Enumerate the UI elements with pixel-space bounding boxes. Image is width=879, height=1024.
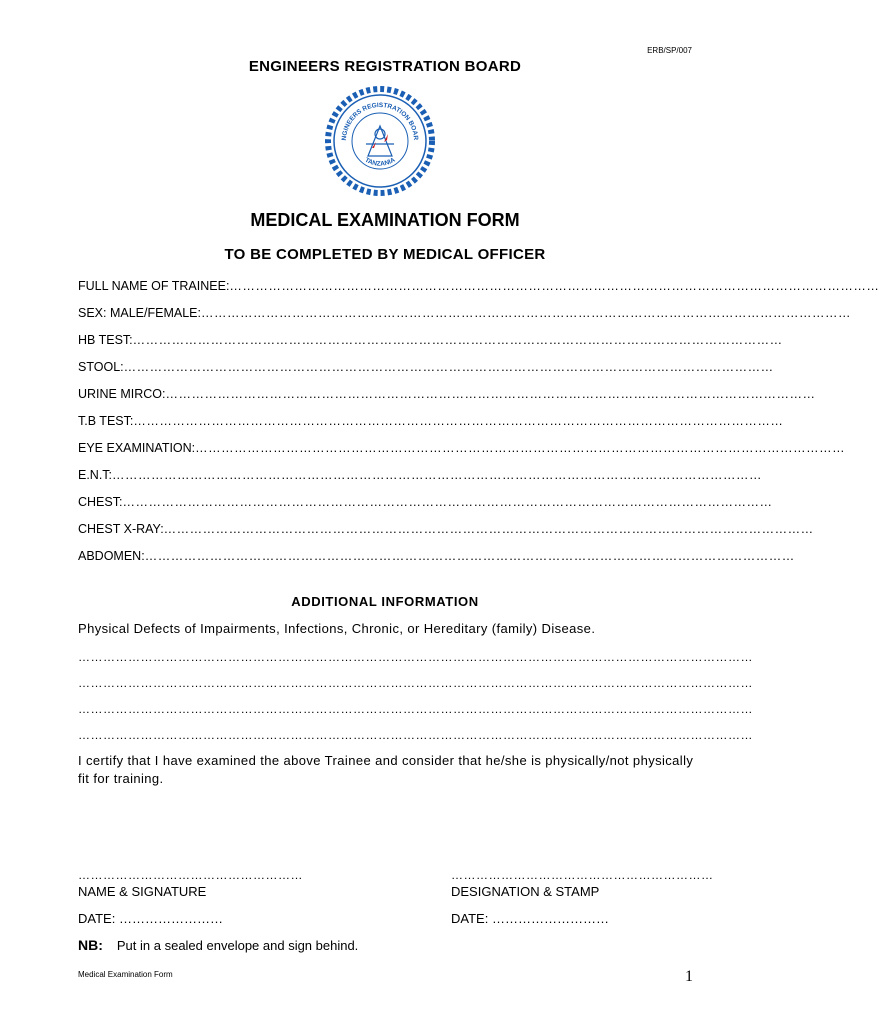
field-tb-test[interactable] xyxy=(78,414,784,432)
additional-info-line-4[interactable]: ……………………………………………………………………………………………………………………………………………… xyxy=(78,728,753,742)
nb-note xyxy=(78,937,358,953)
field-stool[interactable] xyxy=(78,360,774,378)
date-label: DATE: xyxy=(78,911,116,926)
field-label: CHEST X-RAY: xyxy=(78,522,164,536)
fill-line: …………………………………………………………………………………………………………………………………… xyxy=(133,414,784,428)
fill-line: …………………………………………………………………………………………………………………………………… xyxy=(200,306,851,320)
additional-info-heading: ADDITIONAL INFORMATION xyxy=(291,594,479,609)
nb-label: NB: xyxy=(78,937,103,953)
date-label: DATE: xyxy=(451,911,489,926)
designation-stamp-label: DESIGNATION & STAMP xyxy=(451,884,600,899)
reference-code: ERB/SP/007 xyxy=(647,46,692,55)
field-chest-xray[interactable] xyxy=(78,522,814,540)
signature-line[interactable]: ……………………………………………… xyxy=(78,868,303,882)
right-date-field[interactable] xyxy=(451,911,609,926)
organization-name: ENGINEERS REGISTRATION BOARD xyxy=(248,58,522,75)
nb-text: Put in a sealed envelope and sign behind. xyxy=(116,938,359,953)
page-footer: Medical Examination Form xyxy=(78,970,173,979)
field-label: SEX: MALE/FEMALE: xyxy=(78,306,201,320)
form-subtitle: TO BE COMPLETED BY MEDICAL OFFICER xyxy=(224,246,546,263)
fill-line: …………………………………………………………………………………………………………………………………… xyxy=(163,522,814,536)
fill-line: …………………………………………………………………………………………………………………………………… xyxy=(112,468,763,482)
fill-line: …………………………………………………………………………………………………………………………………… xyxy=(165,387,816,401)
certification-statement: I certify that I have examined the above Trainee and consider that he/she is physically/not physically fit for training. xyxy=(78,753,694,786)
field-label: HB TEST: xyxy=(78,333,133,347)
field-eye-examination[interactable] xyxy=(78,441,846,459)
fill-line: …………………………………………………………………………………………………………………………………… xyxy=(132,333,783,347)
seal-emblem xyxy=(318,86,442,196)
seal-center-emblem xyxy=(366,126,394,156)
field-label: CHEST: xyxy=(78,495,123,509)
fill-line: …………………………………………………………………………………………………………………………………… xyxy=(195,441,846,455)
fill-line: …………………………………………………………………………………………………………………………………… xyxy=(144,549,795,563)
field-sex[interactable] xyxy=(78,306,851,324)
designation-line[interactable]: ……………………………………………………… xyxy=(451,868,714,882)
fill-line: …………………………………………………………………………………………………………………………………… xyxy=(123,360,774,374)
field-label: EYE EXAMINATION: xyxy=(78,441,196,455)
additional-info-line-2[interactable]: ……………………………………………………………………………………………………………………………………………… xyxy=(78,676,753,690)
field-label: ABDOMEN: xyxy=(78,549,145,563)
fill-line: ……………………… xyxy=(491,911,609,926)
field-label: STOOL: xyxy=(78,360,124,374)
additional-info-line-1[interactable]: ……………………………………………………………………………………………………………………………………………… xyxy=(78,650,753,664)
field-hb-test[interactable] xyxy=(78,333,783,351)
form-title: MEDICAL EXAMINATION FORM xyxy=(250,210,520,230)
name-signature-label: NAME & SIGNATURE xyxy=(78,884,207,899)
seal-bottom-text: TANZANIA xyxy=(363,156,397,168)
field-ent[interactable] xyxy=(78,468,763,486)
fill-line: …………………… xyxy=(118,911,223,926)
additional-info-prompt: Physical Defects of Impairments, Infections, Chronic, or Hereditary (family) Disease. xyxy=(78,621,596,636)
additional-info-line-3[interactable]: ……………………………………………………………………………………………………………………………………………… xyxy=(78,702,753,716)
fill-line: …………………………………………………………………………………………………………………………………… xyxy=(229,279,879,293)
page-number: 1 xyxy=(685,968,693,985)
field-label: T.B TEST: xyxy=(78,414,134,428)
field-label: URINE MIRCO: xyxy=(78,387,166,401)
field-full-name[interactable] xyxy=(78,279,879,297)
field-urine-micro[interactable] xyxy=(78,387,816,405)
left-date-field[interactable] xyxy=(78,911,223,926)
fill-line: …………………………………………………………………………………………………………………………………… xyxy=(122,495,773,509)
field-chest[interactable] xyxy=(78,495,773,513)
field-label: E.N.T: xyxy=(78,468,113,482)
field-abdomen[interactable] xyxy=(78,549,795,567)
seal-top-text: NGINEERS REGISTRATION BOAR xyxy=(340,101,420,141)
field-label: FULL NAME OF TRAINEE: xyxy=(78,279,230,293)
board-seal xyxy=(318,86,442,196)
